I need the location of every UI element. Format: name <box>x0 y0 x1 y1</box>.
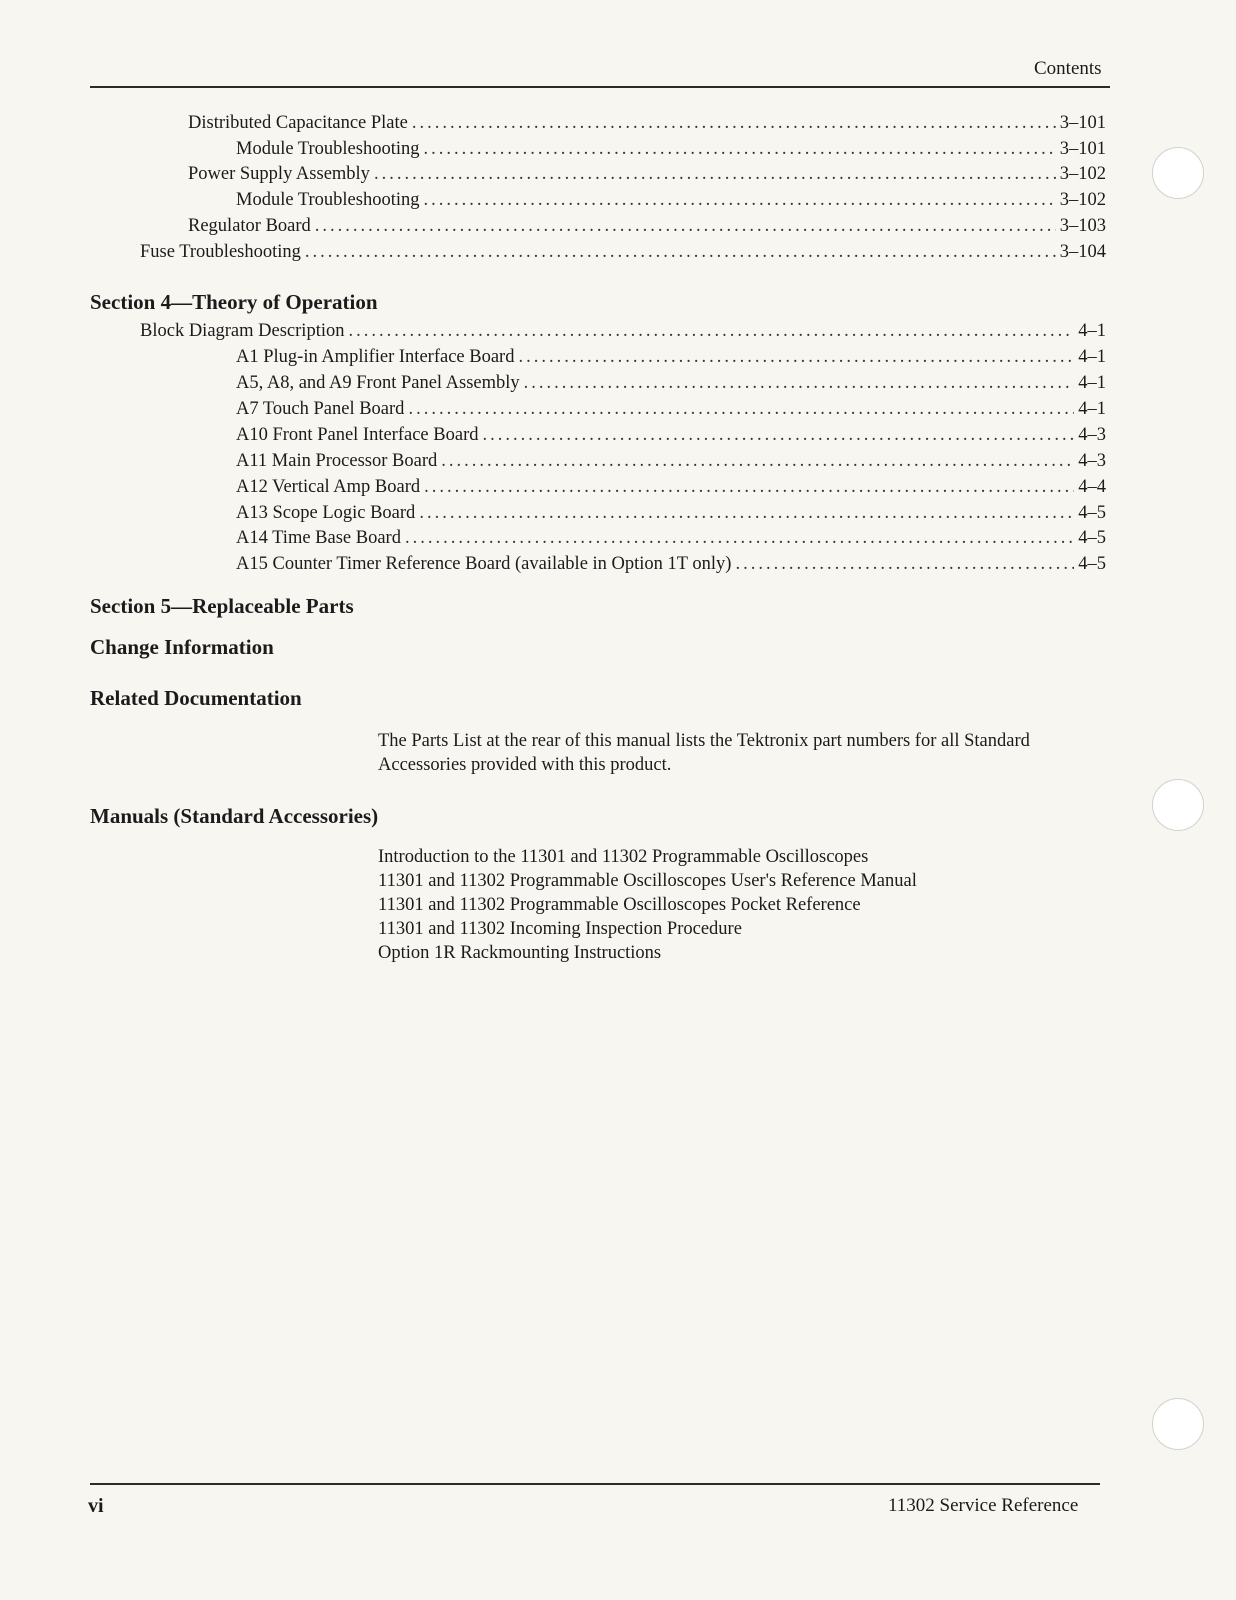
toc-entry-page: 4–4 <box>1078 477 1106 497</box>
toc-entry-page: 3–102 <box>1059 190 1106 210</box>
dot-leader <box>412 112 1056 134</box>
toc-entry-page: 3–103 <box>1059 216 1106 236</box>
toc-entry-page: 4–3 <box>1078 451 1106 471</box>
toc-entry-title: A10 Front Panel Interface Board <box>236 425 479 445</box>
section-heading: Related Documentation <box>90 686 302 710</box>
toc-entry-title: Module Troubleshooting <box>236 190 420 210</box>
toc-entry-title: A12 Vertical Amp Board <box>236 477 421 497</box>
dot-leader <box>419 502 1074 524</box>
toc-entry <box>188 112 1106 134</box>
toc-entry-title: Fuse Troubleshooting <box>140 242 301 262</box>
dot-leader <box>315 215 1056 237</box>
dot-leader <box>423 138 1055 160</box>
list-item: 11301 and 11302 Programmable Oscilloscopes User's Reference Manual <box>378 871 917 891</box>
toc-entry <box>236 502 1106 524</box>
toc-entry <box>236 527 1106 549</box>
toc-entry-page: 3–101 <box>1059 113 1106 133</box>
toc-entry <box>236 476 1106 498</box>
header-rule <box>90 86 1110 88</box>
dot-leader <box>348 320 1074 342</box>
toc-entry-page: 4–1 <box>1078 347 1106 367</box>
dot-leader <box>518 346 1074 368</box>
toc-entry <box>140 241 1106 263</box>
dot-leader <box>405 527 1074 549</box>
dot-leader <box>374 163 1056 185</box>
toc-entry-page: 4–5 <box>1078 554 1106 574</box>
footer-title: 11302 Service Reference <box>888 1495 1079 1516</box>
section-heading: Manuals (Standard Accessories) <box>90 804 379 828</box>
toc-entry-title: Distributed Capacitance Plate <box>188 113 408 133</box>
toc-entry-title: Module Troubleshooting <box>236 139 420 159</box>
toc-entry-page: 3–101 <box>1059 139 1106 159</box>
toc-entry <box>236 553 1106 575</box>
section-heading: Change Information <box>90 635 274 659</box>
toc-entry-title: A14 Time Base Board <box>236 528 401 548</box>
toc-entry-page: 4–1 <box>1078 373 1106 393</box>
manuals-list <box>378 845 917 965</box>
dot-leader <box>735 553 1074 575</box>
list-item: Option 1R Rackmounting Instructions <box>378 943 662 963</box>
toc-entry-page: 3–102 <box>1059 164 1106 184</box>
toc-entry-page: 4–1 <box>1078 399 1106 419</box>
section-heading: Section 5—Replaceable Parts <box>90 594 354 618</box>
dot-leader <box>482 424 1074 446</box>
footer-rule <box>90 1483 1100 1485</box>
toc-entry-title: A11 Main Processor Board <box>236 451 438 471</box>
toc-entry-title: A1 Plug-in Amplifier Interface Board <box>236 347 515 367</box>
list-item: Introduction to the 11301 and 11302 Programmable Oscilloscopes <box>378 847 869 867</box>
toc-entry-title: Power Supply Assembly <box>188 164 370 184</box>
toc-entry-title: Regulator Board <box>188 216 311 236</box>
toc-entry-title: A7 Touch Panel Board <box>236 399 405 419</box>
toc-entry-page: 4–5 <box>1078 528 1106 548</box>
binder-hole <box>1152 1398 1204 1450</box>
toc-entry <box>188 163 1106 185</box>
toc-entry-title: Block Diagram Description <box>140 321 345 341</box>
toc-entry <box>236 450 1106 472</box>
dot-leader <box>423 189 1055 211</box>
dot-leader <box>408 398 1074 420</box>
toc-entry <box>236 189 1106 211</box>
toc-entry-title: A5, A8, and A9 Front Panel Assembly <box>236 373 520 393</box>
list-item: 11301 and 11302 Incoming Inspection Procedure <box>378 919 742 939</box>
toc-entry <box>140 320 1106 342</box>
toc-entry <box>236 398 1106 420</box>
section-heading: Section 4—Theory of Operation <box>90 290 378 314</box>
binder-hole <box>1152 779 1204 831</box>
toc-entry-title: A13 Scope Logic Board <box>236 503 416 523</box>
toc-entry <box>236 346 1106 368</box>
list-item: 11301 and 11302 Programmable Oscilloscopes Pocket Reference <box>378 895 861 915</box>
toc-entry <box>236 138 1106 160</box>
dot-leader <box>424 476 1074 498</box>
toc-entry-page: 4–5 <box>1078 503 1106 523</box>
footer-page-number: vi <box>88 1495 104 1517</box>
toc-entry <box>236 424 1106 446</box>
toc-entry-page: 3–104 <box>1059 242 1106 262</box>
dot-leader <box>441 450 1074 472</box>
header-label: Contents <box>1034 58 1102 79</box>
toc-entry-page: 4–3 <box>1078 425 1106 445</box>
toc-entry <box>236 372 1106 394</box>
toc-entry <box>188 215 1106 237</box>
toc-entry-page: 4–1 <box>1078 321 1106 341</box>
related-documentation-text: The Parts List at the rear of this manual lists the Tektronix part numbers for all Standard Accessories provided with this product. <box>378 731 1030 775</box>
toc-entry-title: A15 Counter Timer Reference Board (available in Option 1T only) <box>236 554 732 574</box>
binder-hole <box>1152 147 1204 199</box>
dot-leader <box>524 372 1075 394</box>
dot-leader <box>305 241 1056 263</box>
